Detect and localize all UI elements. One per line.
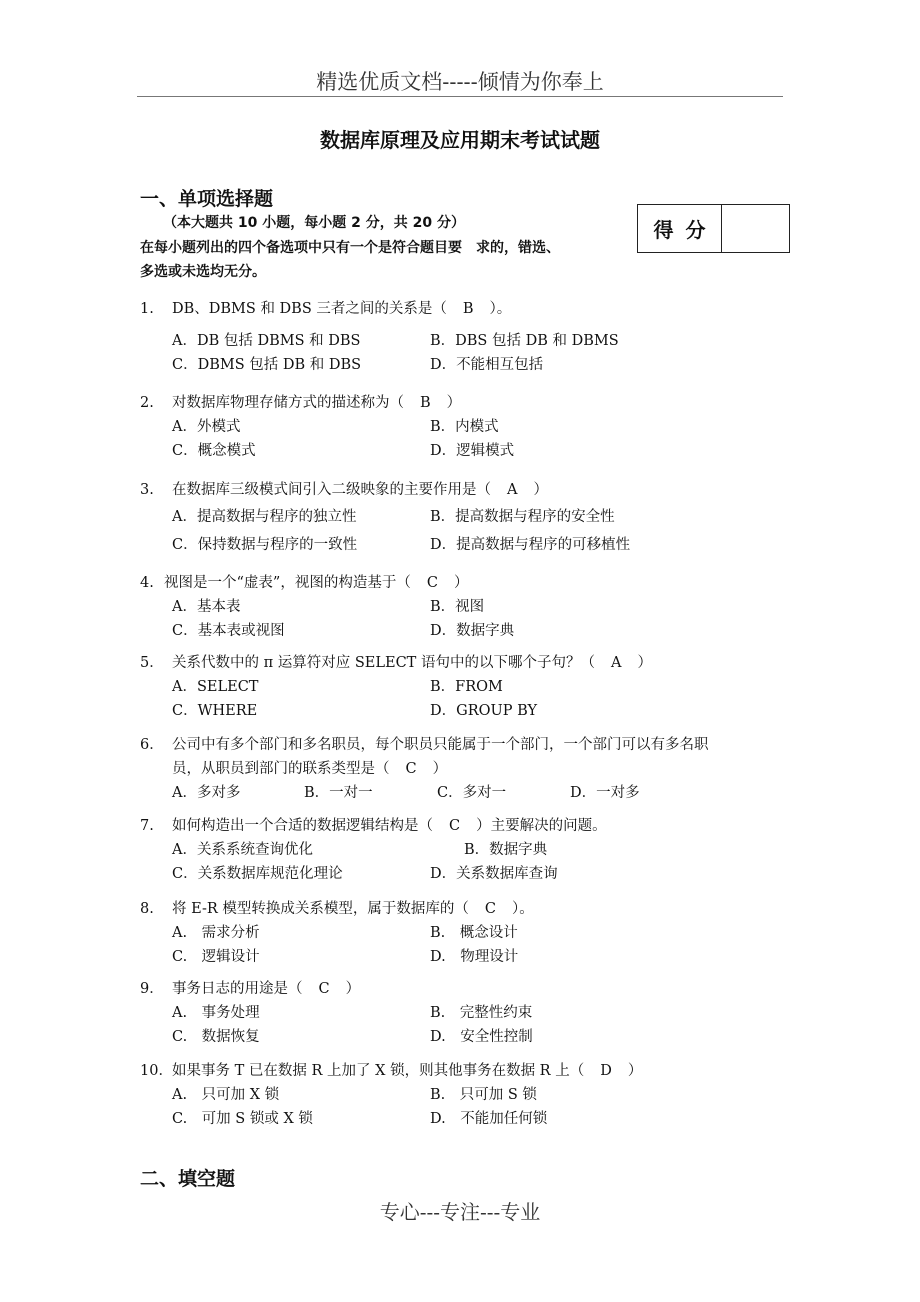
answer: C: [318, 981, 330, 997]
question-1: 1. DB、DBMS 和 DBS 三者之间的关系是（ B ）。 A．DB 包括 DBMS 和 DBS B．DBS 包括 DB 和 DBMS C．DBMS 包括 DB 和 DBS D．不能相互包括: [140, 297, 800, 377]
score-label: 得分: [638, 205, 722, 252]
page-header: 精选优质文档-----倾情为你奉上: [316, 70, 604, 94]
answer: A: [507, 482, 518, 498]
answer: C: [484, 901, 496, 917]
option-d: D．提高数据与程序的可移植性: [430, 537, 631, 553]
question-number: 9．: [140, 981, 164, 997]
question-5: 5． 关系代数中的 π 运算符对应 SELECT 语句中的以下哪个子句？（ A ） A．SELECT B．FROM C．WHERE D．GROUP BY: [140, 651, 800, 723]
option-a: A．多对多: [172, 785, 241, 801]
option-c: C．多对一: [437, 785, 507, 801]
option-d: D. 不能加任何锁: [430, 1111, 548, 1127]
option-b: B．一对一: [304, 785, 373, 801]
option-a: A．DB 包括 DBMS 和 DBS: [172, 333, 361, 349]
section1-note-3: 多选或未选均无分。: [140, 264, 266, 280]
option-c: C．DBMS 包括 DB 和 DBS: [172, 357, 362, 373]
option-c: C．WHERE: [172, 703, 258, 719]
option-b: B．FROM: [430, 679, 503, 695]
option-d: D. 安全性控制: [430, 1029, 533, 1045]
option-c: C．概念模式: [172, 443, 256, 459]
question-number: 7.: [140, 818, 154, 834]
option-d: D. 物理设计: [430, 949, 519, 965]
score-value-cell[interactable]: [722, 205, 789, 252]
page-footer: 专心---专注---专业: [379, 1200, 541, 1224]
answer: B: [420, 395, 431, 411]
answer: A: [610, 655, 622, 671]
option-b: B．数据字典: [464, 842, 548, 858]
option-c: C. 数据恢复: [172, 1029, 260, 1045]
option-a: A．提高数据与程序的独立性: [172, 509, 357, 525]
section1-note-1: （本大题共 10 小题，每小题 2 分，共 20 分）: [163, 215, 465, 231]
option-b: B. 概念设计: [430, 925, 518, 941]
question-number: 5．: [140, 655, 164, 671]
option-d: D．逻辑模式: [430, 443, 515, 459]
section1-note-2: 在每小题列出的四个备选项中只有一个是符合题目要 求的，错选、: [140, 240, 560, 256]
question-number: 8.: [140, 901, 154, 917]
question-2: 2. 对数据库物理存储方式的描述称为（ B ） A．外模式 B．内模式 C．概念模式 D．逻辑模式: [140, 391, 800, 463]
question-number: 1.: [140, 301, 154, 317]
question-number: 3.: [140, 482, 154, 498]
option-d: D．数据字典: [430, 623, 515, 639]
header-divider: [137, 96, 783, 97]
score-box: [637, 204, 790, 253]
option-a: A. 需求分析: [172, 925, 260, 941]
option-a: A. 事务处理: [172, 1005, 260, 1021]
question-number: 4.: [140, 575, 154, 591]
exam-title: 数据库原理及应用期末考试试题: [320, 128, 600, 152]
question-4: 4. 视图是一个“虚表”，视图的构造基于（ C ） A．基本表 B．视图 C．基本表或视图 D．数据字典: [140, 571, 800, 643]
question-6: 6． 公司中有多个部门和多名职员，每个职员只能属于一个部门，一个部门可以有多名职 员，从职员到部门的联系类型是（ C ） A．多对多 B．一对一 C．多对一 D．一对多: [140, 733, 800, 805]
question-9: 9． 事务日志的用途是（ C ） A. 事务处理 B. 完整性约束 C. 数据恢复 D. 安全性控制: [140, 977, 800, 1049]
option-d: D．不能相互包括: [430, 357, 544, 373]
answer: C: [449, 818, 461, 834]
option-d: D．GROUP BY: [430, 703, 538, 719]
answer: C: [426, 575, 438, 591]
option-c: C．保持数据与程序的一致性: [172, 537, 358, 553]
option-c: C. 可加 S 锁或 X 锁: [172, 1111, 313, 1127]
option-c: C. 逻辑设计: [172, 949, 260, 965]
option-c: C．关系数据库规范化理论: [172, 866, 343, 882]
option-b: B．提高数据与程序的安全性: [430, 509, 615, 525]
answer: B: [462, 301, 474, 317]
option-b: B．内模式: [430, 419, 499, 435]
answer: C: [405, 761, 417, 777]
option-d: D．一对多: [570, 785, 640, 801]
option-b: B. 只可加 S 锁: [430, 1087, 537, 1103]
option-a: A．关系系统查询优化: [172, 842, 313, 858]
section2-heading: 二、填空题: [140, 1168, 236, 1190]
option-a: A．基本表: [172, 599, 241, 615]
option-c: C．基本表或视图: [172, 623, 285, 639]
option-b: B．视图: [430, 599, 485, 615]
answer: D: [600, 1063, 612, 1079]
question-8: 8. 将 E-R 模型转换成关系模型，属于数据库的（ C ）。 A. 需求分析 B. 概念设计 C. 逻辑设计 D. 物理设计: [140, 897, 800, 969]
option-a: A．外模式: [172, 419, 241, 435]
question-number: 2.: [140, 395, 154, 411]
question-number: 6．: [140, 737, 164, 753]
question-number: 10．: [140, 1063, 173, 1079]
question-10: 10．如果事务 T 已在数据 R 上加了 X 锁，则其他事务在数据 R 上（ D ） A. 只可加 X 锁 B. 只可加 S 锁 C. 可加 S 锁或 X 锁 D. 不能加任何锁: [140, 1059, 800, 1131]
option-a: A．SELECT: [172, 679, 259, 695]
option-a: A. 只可加 X 锁: [172, 1087, 280, 1103]
option-b: B．DBS 包括 DB 和 DBMS: [430, 333, 619, 349]
option-b: B. 完整性约束: [430, 1005, 533, 1021]
option-d: D．关系数据库查询: [430, 866, 558, 882]
section1-heading: 一、单项选择题: [140, 188, 274, 210]
question-7: 7. 如何构造出一个合适的数据逻辑结构是（ C ）主要解决的问题。 A．关系系统查询优化 B．数据字典 C．关系数据库规范化理论 D．关系数据库查询: [140, 814, 800, 886]
question-3: 3. 在数据库三级模式间引入二级映象的主要作用是（ A ） A．提高数据与程序的独立性 B．提高数据与程序的安全性 C．保持数据与程序的一致性 D．提高数据与程序的可移植性: [140, 478, 800, 557]
